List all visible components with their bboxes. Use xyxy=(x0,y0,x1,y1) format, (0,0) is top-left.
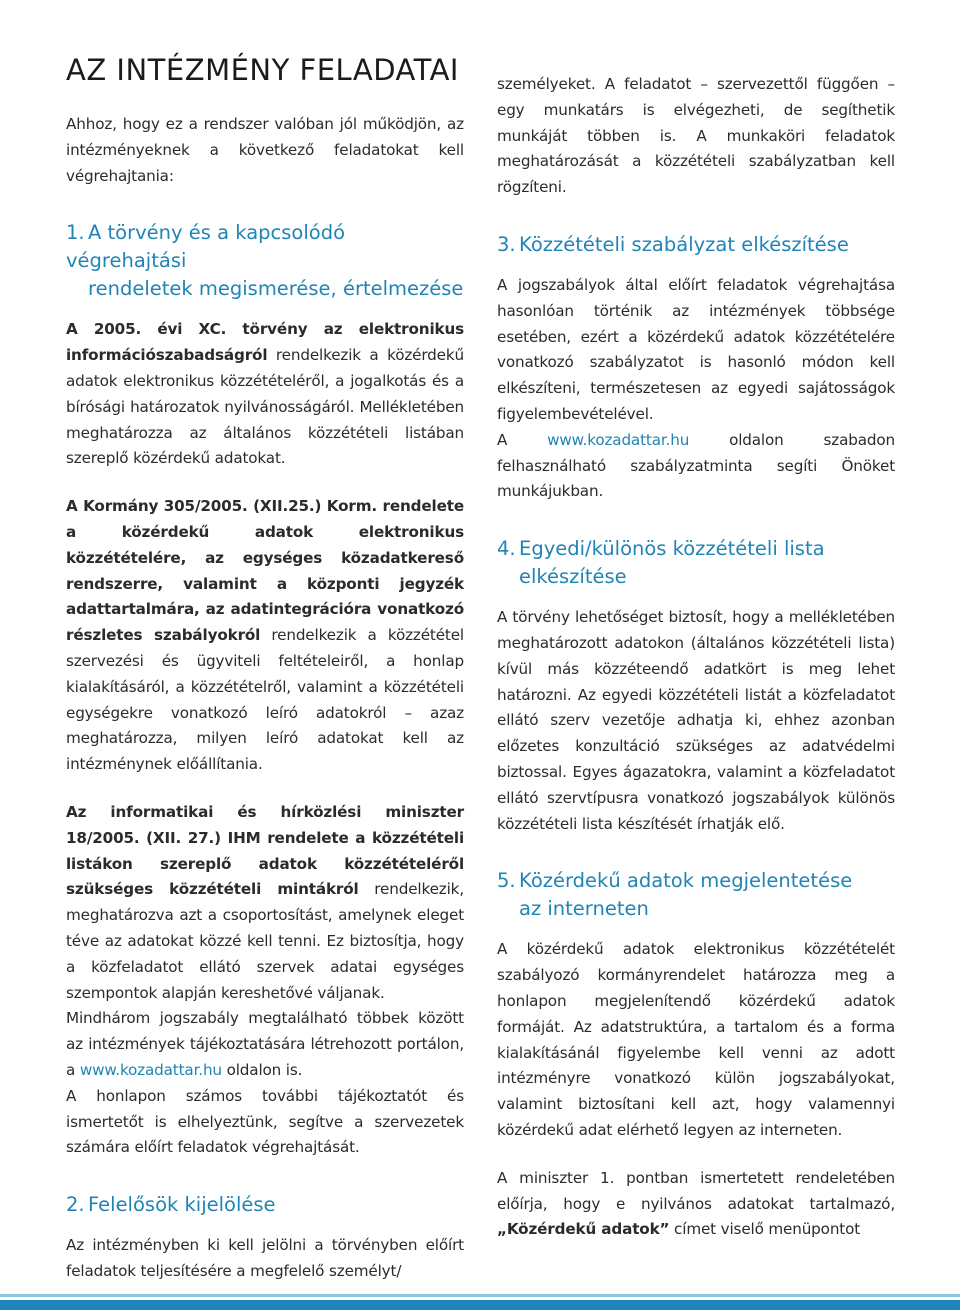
paragraph-korm-rendelet xyxy=(66,494,464,778)
intro-paragraph: Ahhoz, hogy ez a rendszer valóban jól működjön, az intézményeknek a következő feladatokat kell végrehajtania: xyxy=(66,115,464,185)
menu-title-bold: „Közérdekű adatok” xyxy=(497,1220,670,1239)
section-1-heading xyxy=(66,219,464,303)
paragraph-special-list: A törvény lehetőséget biztosít, hogy a mellékletében meghatározott adatokon (általános közzétételi lista) kívül más közzéteendő adatkört is meg lehet határozni. Az egyedi közzétételi listát a közfeladatot ellátó szerv vezetője adhatja ki, ehhez azonban előzetes konzultáció szükséges az adatvédelmi biztossal. Egyes ágazatokra, valamint a közfeladatot ellátó szervtípusra vonatkozó jogszabályok különös közzétételi lista készítését írhatják elő. xyxy=(497,608,895,833)
paragraph-publishing: A közérdekű adatok elektronikus közzétételét szabályozó kormányrendelet határozza meg a honlapon megjelenítendő közérdekű adatok formáját. Az adatstruktúra, a tartalom és a forma kialakításánál figyelembe kell venni az adott intézményre vonatkozó külön jogszabályokat, valamint biztosítani kell azt, hogy valamennyi közérdekű adat elérhető legyen az interneten. xyxy=(497,940,895,1139)
section-3-number: 3. xyxy=(497,232,516,256)
footer-divider-line xyxy=(0,1294,960,1297)
kozadattar-link-2[interactable]: www.kozadattar.hu xyxy=(547,430,690,449)
section-5-title-line1: Közérdekű adatok megjelentetése xyxy=(519,869,853,893)
section-3-heading xyxy=(497,231,895,259)
portal-text-b: oldalon is. xyxy=(221,1060,303,1079)
footer-bar xyxy=(0,1300,960,1310)
ihm-rendelet-title: Az informatikai és hírközlési miniszter 18/2005. (XII. 27.) IHM rendelete a közzétételi listákon szereplő adatok közzétételéről szükséges közzétételi mintákról xyxy=(66,802,464,899)
law-2005-xc-title: A 2005. évi XC. törvény az elektronikus információszabadságról xyxy=(66,320,464,365)
section-2-title: Felelősök kijelölése xyxy=(88,1193,276,1217)
ihm-rendelet-text: rendelkezik, meghatározva azt a csoportosítást, amelynek eleget téve az adatokat közzé kell tenni. Ez biztosítja, hogy a közfeladatot ellátó szervek adatai egységes szempontok alapján kereshetővé váljanak. xyxy=(66,880,464,1002)
left-column xyxy=(66,52,464,1285)
template-text-b: oldalon szabadon felhasználható szabályzatminta segíti Önöket munkájukban. xyxy=(497,430,895,501)
section-4-heading xyxy=(497,535,895,591)
section-1-title-line1: A törvény és a kapcsolódó végrehajtási xyxy=(66,221,346,273)
law-2005-xc-text: rendelkezik a közérdekű adatok elektronikus közzétételéről, a jogalkotás és a bírósági határozatok nyilvánosságáról. Mellékletében meghatározza az általános közzétételi listában szereplő közérdekű adatokat. xyxy=(66,346,464,468)
paragraph-minister xyxy=(497,1166,895,1243)
section-5-heading xyxy=(497,867,895,923)
paragraph-template xyxy=(497,428,895,505)
section-5-number: 5. xyxy=(497,869,516,893)
section-3-title: Közzétételi szabályzat elkészítése xyxy=(519,232,849,256)
section-1-title-line2: rendeletek megismerése, értelmezése xyxy=(88,277,464,301)
portal-text-a: Mindhárom jogszabály megtalálható többek között az intézmények tájékoztatására létrehozott portálon, a xyxy=(66,1009,464,1079)
section-4-title-line1: Egyedi/különös közzétételi lista xyxy=(519,537,825,561)
section-1-number: 1. xyxy=(66,221,85,245)
paragraph-website-info: A honlapon számos további tájékoztatót és ismertetőt is elhelyeztünk, segítve a szervezetek számára előírt feladatok végrehajtását. xyxy=(66,1086,464,1157)
template-text-a: A xyxy=(497,430,548,449)
minister-text-b: címet viselő menüpontot xyxy=(669,1220,861,1239)
paragraph-persons: személyeket. A feladatot – szervezettől függően – egy munkatárs is elvégezheti, de segíthetik munkáját többen is. A munkaköri feladatok meghatározását a közzétételi szabályzatban kell rögzíteni. xyxy=(497,75,895,197)
section-5-title-line2: az interneten xyxy=(519,897,649,921)
right-column xyxy=(497,72,895,1243)
korm-rendelet-text: rendelkezik a közzététel szervezési és ügyviteli feltételeiről, a honlap kialakításáról, a közzétételről, valamint a közzétételi egységekre vonatkozó leíró adatokról – azaz meghatározza, milyen leíró adatokat kell az intézménynek előállítania. xyxy=(66,626,464,774)
paragraph-portal xyxy=(66,1006,464,1083)
section-4-number: 4. xyxy=(497,537,516,561)
kozadattar-link[interactable]: www.kozadattar.hu xyxy=(79,1060,222,1079)
section-2-heading xyxy=(66,1191,464,1219)
section-4-title-line2: elkészítése xyxy=(519,565,627,589)
section-2-number: 2. xyxy=(66,1193,85,1217)
paragraph-regulation: A jogszabályok által előírt feladatok végrehajtása hasonlóan történik az intézmények többsége esetében, ezért a közérdekű adatok közzétételére vonatkozó szabályzatot is hasonló módon kell elkészíteni, természetesen az egyedi sajátosságok figyelembevételével. xyxy=(497,275,895,423)
paragraph-ihm-rendelet xyxy=(66,800,464,1006)
korm-rendelet-title: A Kormány 305/2005. (XII.25.) Korm. rendelete a közérdekű adatok elektronikus közzétételére, az egységes közadatkereső rendszerre, valamint a központi jegyzék adattartalmára, az adatintegrációra vonatkozó részletes szabályokról xyxy=(66,497,464,645)
paragraph-law-2005-xc xyxy=(66,317,464,472)
paragraph-responsibles: Az intézményben ki kell jelölni a törvényben előírt feladatok teljesítésére a megfelelő személyt/ xyxy=(66,1236,464,1280)
page-title: AZ INTÉZMÉNY FELADATAI xyxy=(66,53,459,87)
minister-text-a: A miniszter 1. pontban ismertetett rendeletében előírja, hogy e nyilvános adatokat tartalmazó, xyxy=(497,1168,895,1213)
